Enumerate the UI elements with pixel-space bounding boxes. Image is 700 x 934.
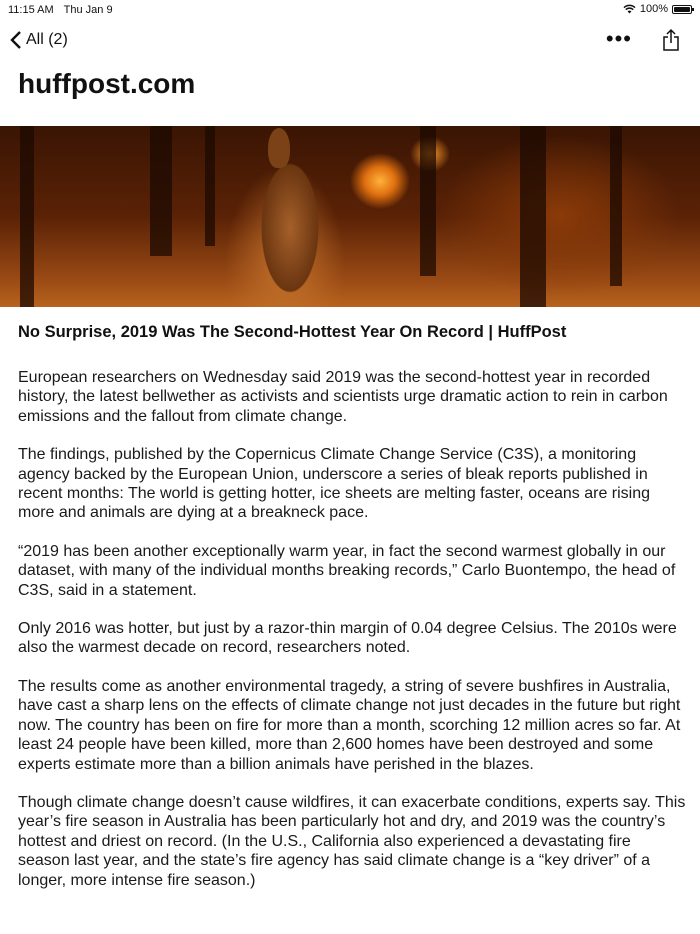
back-button[interactable]	[10, 30, 68, 50]
article-paragraph: “2019 has been another exceptionally warm year, in fact the second warmest globally in our dataset, with many of the individual months breaking records,” Carlo Buontempo, the head of C3S, said in a statement.	[18, 542, 676, 599]
more-button[interactable]	[605, 26, 632, 51]
battery-percent: 100%	[639, 3, 668, 15]
back-label: All (2)	[26, 31, 68, 48]
status-bar	[0, 0, 700, 20]
share-icon	[662, 28, 680, 52]
article-paragraph: Only 2016 was hotter, but just by a razor-thin margin of 0.04 degree Celsius. The 2010s were also the warmest decade on record, researchers noted.	[18, 620, 677, 657]
article-paragraph: Though climate change doesn’t cause wildfires, it can exacerbate conditions, experts say. This year’s fire season in Australia has been particularly hot and dry, and 2019 was the country’s hottest and driest on record. (In the U.S., California also experienced a devastating fire season last year, and the state’s fire agency has said climate change is a “key driver” of a longer, more intense fire season.)	[18, 793, 686, 889]
article-body	[18, 368, 686, 909]
chevron-left-icon	[10, 30, 22, 50]
battery-icon	[672, 5, 692, 14]
wifi-icon	[623, 4, 636, 14]
article-title: No Surprise, 2019 Was The Second-Hottest Year On Record | HuffPost	[18, 323, 567, 341]
nav-bar	[0, 28, 700, 56]
status-date: Thu Jan 9	[63, 4, 113, 16]
ellipsis-icon: •••	[605, 26, 632, 51]
article-hero-image	[0, 126, 700, 307]
status-time: 11:15 AM	[8, 4, 54, 16]
site-title: huffpost.com	[18, 68, 196, 99]
share-button[interactable]	[662, 28, 680, 57]
kangaroo-figure	[250, 128, 330, 307]
article-paragraph: European researchers on Wednesday said 2019 was the second-hottest year in recorded history, the latest bellwether as activists and scientists urge dramatic action to rein in carbon emissions and the fallout from climate change.	[18, 369, 668, 425]
article-paragraph: The findings, published by the Copernicus Climate Change Service (C3S), a monitoring agency backed by the European Union, underscore a series of bleak reports published in recent months: The world is getting hotter, ice sheets are melting faster, oceans are rising more and animals are dying at a breakneck pace.	[18, 446, 651, 522]
article-paragraph: The results come as another environmental tragedy, a string of severe bushfires in Australia, have cast a sharp lens on the effects of climate change not just decades in the future but right now. The country has been on fire for more than a month, scorching 12 million acres so far. At least 24 people have been killed, more than 2,600 homes have been destroyed and some experts estimate more than a billion animals have perished in the blazes.	[18, 677, 681, 773]
